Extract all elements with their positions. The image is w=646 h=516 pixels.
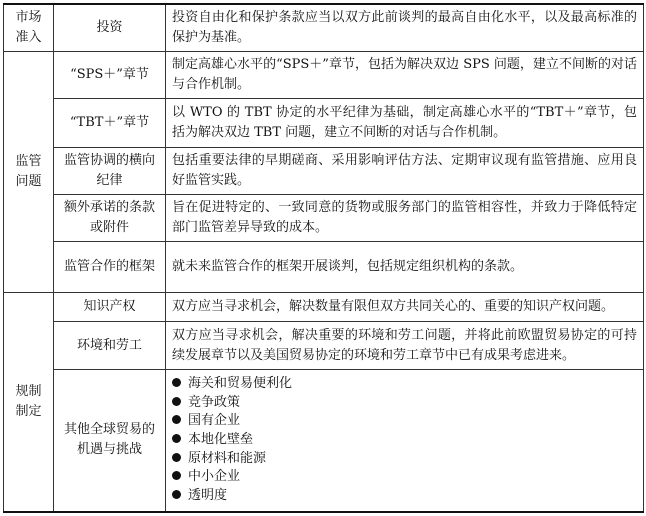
bullet-list (172, 375, 637, 505)
bullet-icon (172, 471, 181, 480)
table-row (4, 52, 644, 99)
bullet-icon (172, 490, 181, 499)
topic-cell: “SPS＋”章节 (54, 52, 166, 99)
bullet-icon (172, 434, 181, 443)
list-item: 竞争政策 (172, 394, 637, 413)
table-row (4, 4, 644, 52)
table-row (4, 99, 644, 148)
topic-cell: “TBT＋”章节 (54, 99, 166, 148)
topic-cell: 其他全球贸易的机遇与挑战 (54, 370, 166, 512)
description-cell: 就未来监管合作的框架开展谈判，包括规定组织机构的条款。 (166, 242, 644, 293)
list-item: 本地化壁垒 (172, 431, 637, 450)
list-item: 透明度 (172, 487, 637, 506)
topic-cell: 监管协调的横向纪律 (54, 148, 166, 195)
category-cell: 市场准入 (4, 4, 54, 52)
bullet-icon (172, 397, 181, 406)
topic-cell: 投资 (54, 4, 166, 52)
description-cell: 双方应当寻求机会，解决数量有限但双方共同关心的、重要的知识产权问题。 (166, 293, 644, 322)
description-cell: 投资自由化和保护条款应当以双方此前谈判的最高自由化水平，以及最高标准的保护为基准。 (166, 4, 644, 52)
table-row (4, 370, 644, 512)
description-cell: 包括重要法律的早期磋商、采用影响评估方法、定期审议现有监管措施、应用良好监管实践。 (166, 148, 644, 195)
description-cell: 双方应当寻求机会，解决重要的环境和劳工问题，并将此前欧盟贸易协定的可持续发展章节以及美国贸易协定的环境和劳工章节中已有成果考虑进来。 (166, 322, 644, 370)
negotiation-topics-table (3, 3, 644, 513)
list-item: 国有企业 (172, 412, 637, 431)
list-item: 中小企业 (172, 468, 637, 487)
table-row (4, 293, 644, 322)
table-row (4, 322, 644, 370)
list-item: 海关和贸易便利化 (172, 375, 637, 394)
topic-cell: 环境和劳工 (54, 322, 166, 370)
bullet-icon (172, 378, 181, 387)
description-cell: 以 WTO 的 TBT 协定的水平纪律为基础，制定高雄心水平的“TBT＋”章节，包括为解决双边 TBT 问题，建立不间断的对话与合作机制。 (166, 99, 644, 148)
table-row (4, 242, 644, 293)
category-cell: 规制制定 (4, 293, 54, 512)
category-cell: 监管问题 (4, 52, 54, 293)
topic-cell: 知识产权 (54, 293, 166, 322)
list-item: 原材料和能源 (172, 450, 637, 469)
description-cell (166, 370, 644, 512)
bullet-icon (172, 453, 181, 462)
table-row (4, 195, 644, 242)
topic-cell: 监管合作的框架 (54, 242, 166, 293)
bullet-icon (172, 415, 181, 424)
description-cell: 制定高雄心水平的“SPS＋”章节，包括为解决双边 SPS 问题，建立不间断的对话与合作机制。 (166, 52, 644, 99)
topic-cell: 额外承诺的条款或附件 (54, 195, 166, 242)
table-row (4, 148, 644, 195)
description-cell: 旨在促进特定的、一致同意的货物或服务部门的监管相容性，并致力于降低特定部门监管差异导致的成本。 (166, 195, 644, 242)
